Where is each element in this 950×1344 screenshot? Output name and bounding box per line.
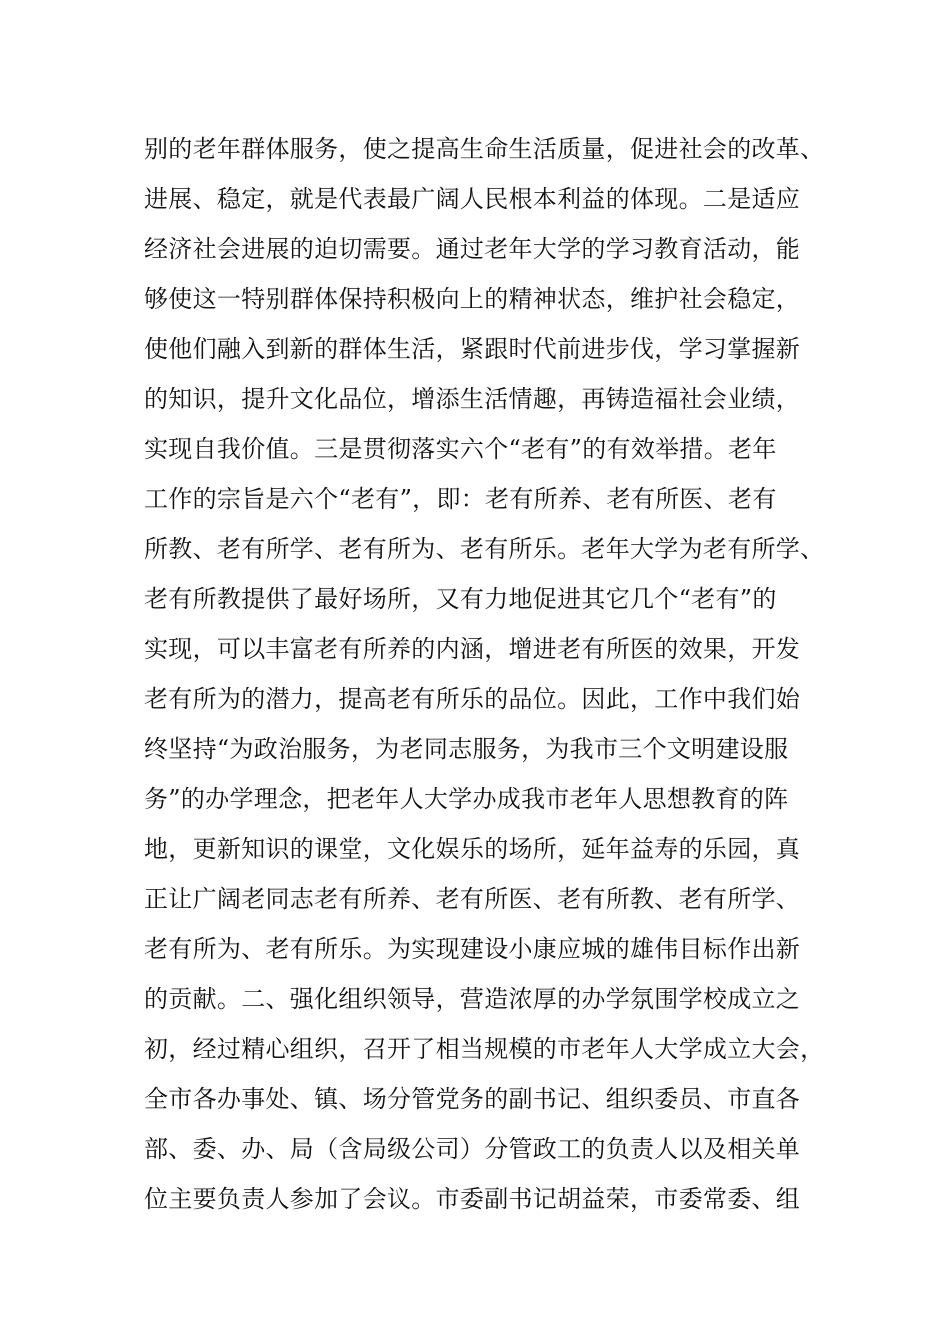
text-line: 老有所为、老有所乐。为实现建设小康应城的雄伟目标作出新 [144, 935, 801, 963]
text-line: 全市各办事处、镇、场分管党务的副书记、组织委员、市直各 [144, 1085, 801, 1113]
text-line: 部、委、办、局（含局级公司）分管政工的负责人以及相关单 [144, 1135, 801, 1163]
text-line: 经济社会进展的迫切需要。通过老年大学的学习教育活动，能 [144, 235, 801, 263]
text-line: 老有所为的潜力，提高老有所乐的品位。因此，工作中我们始 [144, 685, 801, 713]
text-line: 终坚持“为政治服务，为老同志服务，为我市三个文明建设服 [144, 735, 789, 763]
text-line: 实现，可以丰富老有所养的内涵，增进老有所医的效果，开发 [144, 635, 801, 663]
text-line: 务”的办学理念，把老年人大学办成我市老年人思想教育的阵 [144, 785, 789, 813]
text-line: 进展、稳定，就是代表最广阔人民根本利益的体现。二是适应 [144, 185, 801, 213]
body-text [144, 124, 844, 1224]
text-line: 别的老年群体服务，使之提高生命生活质量，促进社会的改革、 [144, 135, 825, 163]
text-line: 的知识，提升文化品位，增添生活情趣，再铸造福社会业绩， [144, 385, 801, 413]
text-line: 正让广阔老同志老有所养、老有所医、老有所教、老有所学、 [144, 885, 801, 913]
text-line: 所教、老有所学、老有所为、老有所乐。老年大学为老有所学、 [144, 535, 825, 563]
text-line: 实现自我价值。三是贯彻落实六个“老有”的有效举措。老年 [144, 435, 777, 463]
text-line: 初，经过精心组织，召开了相当规模的市老年人大学成立大会， [144, 1035, 825, 1063]
text-line: 的贡献。二、强化组织领导，营造浓厚的办学氛围学校成立之 [144, 985, 801, 1013]
text-line: 地，更新知识的课堂，文化娱乐的场所，延年益寿的乐园，真 [144, 835, 801, 863]
text-line: 工作的宗旨是六个“老有”，即：老有所养、老有所医、老有 [144, 485, 777, 513]
text-line: 使他们融入到新的群体生活，紧跟时代前进步伐，学习掌握新 [144, 335, 801, 363]
text-line: 够使这一特别群体保持积极向上的精神状态，维护社会稳定， [144, 285, 801, 313]
text-line: 老有所教提供了最好场所，又有力地促进其它几个“老有”的 [144, 585, 777, 613]
text-line: 位主要负责人参加了会议。市委副书记胡益荣，市委常委、组 [144, 1185, 801, 1213]
